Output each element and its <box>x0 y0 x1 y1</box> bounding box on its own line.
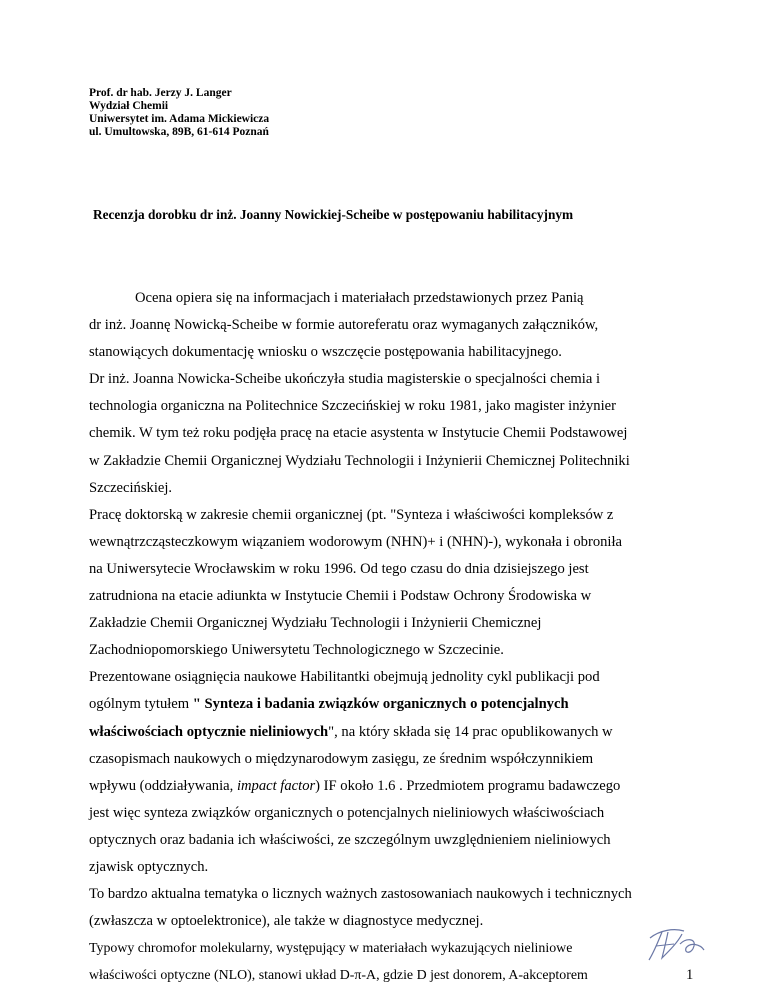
text-line: czasopismach naukowych o międzynarodowym zasięgu, ze średnim współczynnikiem <box>89 750 594 767</box>
text-line: na Uniwersytecie Wrocławskim w roku 1996. Od tego czasu do dnia dzisiejszego jest <box>89 560 589 577</box>
page-number: 1 <box>686 967 694 983</box>
text-line: (zwłaszcza w optoelektronice), ale także w diagnostyce medycznej. <box>89 913 484 930</box>
text-line: technologia organiczna na Politechnice Szczecińskiej w roku 1981, jako magister inżynier <box>89 398 616 415</box>
text-line <box>89 719 689 746</box>
text-line: Prezentowane osiągnięcia naukowe Habilitantki obejmują jednolity cykl publikacji pod <box>89 669 600 686</box>
author-name: Prof. dr hab. Jerzy J. Langer <box>89 87 232 99</box>
text-line: Typowy chromofor molekularny, występujący w materiałach wykazujących nieliniowe <box>89 941 573 957</box>
text-line: Pracę doktorską w zakresie chemii organicznej (pt. "Synteza i właściwości kompleksów z <box>89 506 614 523</box>
text-line: chemik. W tym też roku podjęła pracę na etacie asystenta w Instytucie Chemii Podstawowej <box>89 425 628 442</box>
text-line: Szczecińskiej. <box>89 479 173 496</box>
author-address-block <box>89 87 269 139</box>
text-run: wpływu (oddziaływania, <box>89 777 237 794</box>
text-line: wewnątrzcząsteczkowym wiązaniem wodorowym (NHN)+ i (NHN)-), wykonała i obroniła <box>89 533 623 550</box>
text-run: ogólnym tytułem <box>89 696 193 713</box>
cycle-title-bold-continued: właściwościach optycznie nieliniowych <box>89 723 329 740</box>
author-department: Wydział Chemii <box>89 100 169 112</box>
text-line: Dr inż. Joanna Nowicka-Scheibe ukończyła studia magisterskie o specjalności chemia i <box>89 371 601 388</box>
text-run: ) IF około 1.6 . Przedmiotem programu badawczego <box>315 777 621 794</box>
text-line <box>89 773 689 800</box>
document-title: Recenzja dorobku dr inż. Joanny Nowickiej-Scheibe w postępowaniu habilitacyjnym <box>93 207 574 222</box>
handwritten-signature-icon <box>640 920 710 965</box>
text-line: To bardzo aktualna tematyka o licznych ważnych zastosowaniach naukowych i technicznych <box>89 886 632 903</box>
text-line: Ocena opiera się na informacjach i materiałach przedstawionych przez Panią <box>135 290 584 306</box>
text-line: właściwości optyczne (NLO), stanowi układ D-π-A, gdzie D jest donorem, A-akceptorem <box>89 968 588 984</box>
text-line: optycznych oraz badania ich właściwości, ze szczególnym uwzględnieniem nieliniowych <box>89 831 611 848</box>
text-line: Zakładzie Chemii Organicznej Wydziału Technologii i Inżynierii Chemicznej <box>89 615 542 632</box>
impact-factor-italic: impact factor <box>236 777 316 794</box>
text-line: zjawisk optycznych. <box>89 858 209 875</box>
text-line: Zachodniopomorskiego Uniwersytetu Technologicznego w Szczecinie. <box>89 642 504 659</box>
author-university: Uniwersytet im. Adama Mickiewicza <box>89 113 270 125</box>
document-body <box>89 285 689 989</box>
text-line <box>89 691 689 718</box>
author-street-address: ul. Umultowska, 89B, 61-614 Poznań <box>89 126 269 138</box>
cycle-title-bold: " Synteza i badania związków organicznych o potencjalnych <box>192 696 569 713</box>
text-line: dr inż. Joannę Nowicką-Scheibe w formie autoreferatu oraz wymaganych załączników, <box>89 317 599 334</box>
text-line: jest więc synteza związków organicznych o potencjalnych nieliniowych właściwościach <box>89 804 605 821</box>
text-line: zatrudniona na etacie adiunkta w Instytucie Chemii i Podstaw Ochrony Środowiska w <box>89 588 592 605</box>
text-line: w Zakładzie Chemii Organicznej Wydziału Technologii i Inżynierii Chemicznej Politechniki <box>89 452 630 469</box>
text-line: stanowiących dokumentację wniosku o wszczęcie postępowania habilitacyjnego. <box>89 344 562 361</box>
text-run: ", na który składa się 14 prac opublikowanych w <box>328 723 613 740</box>
